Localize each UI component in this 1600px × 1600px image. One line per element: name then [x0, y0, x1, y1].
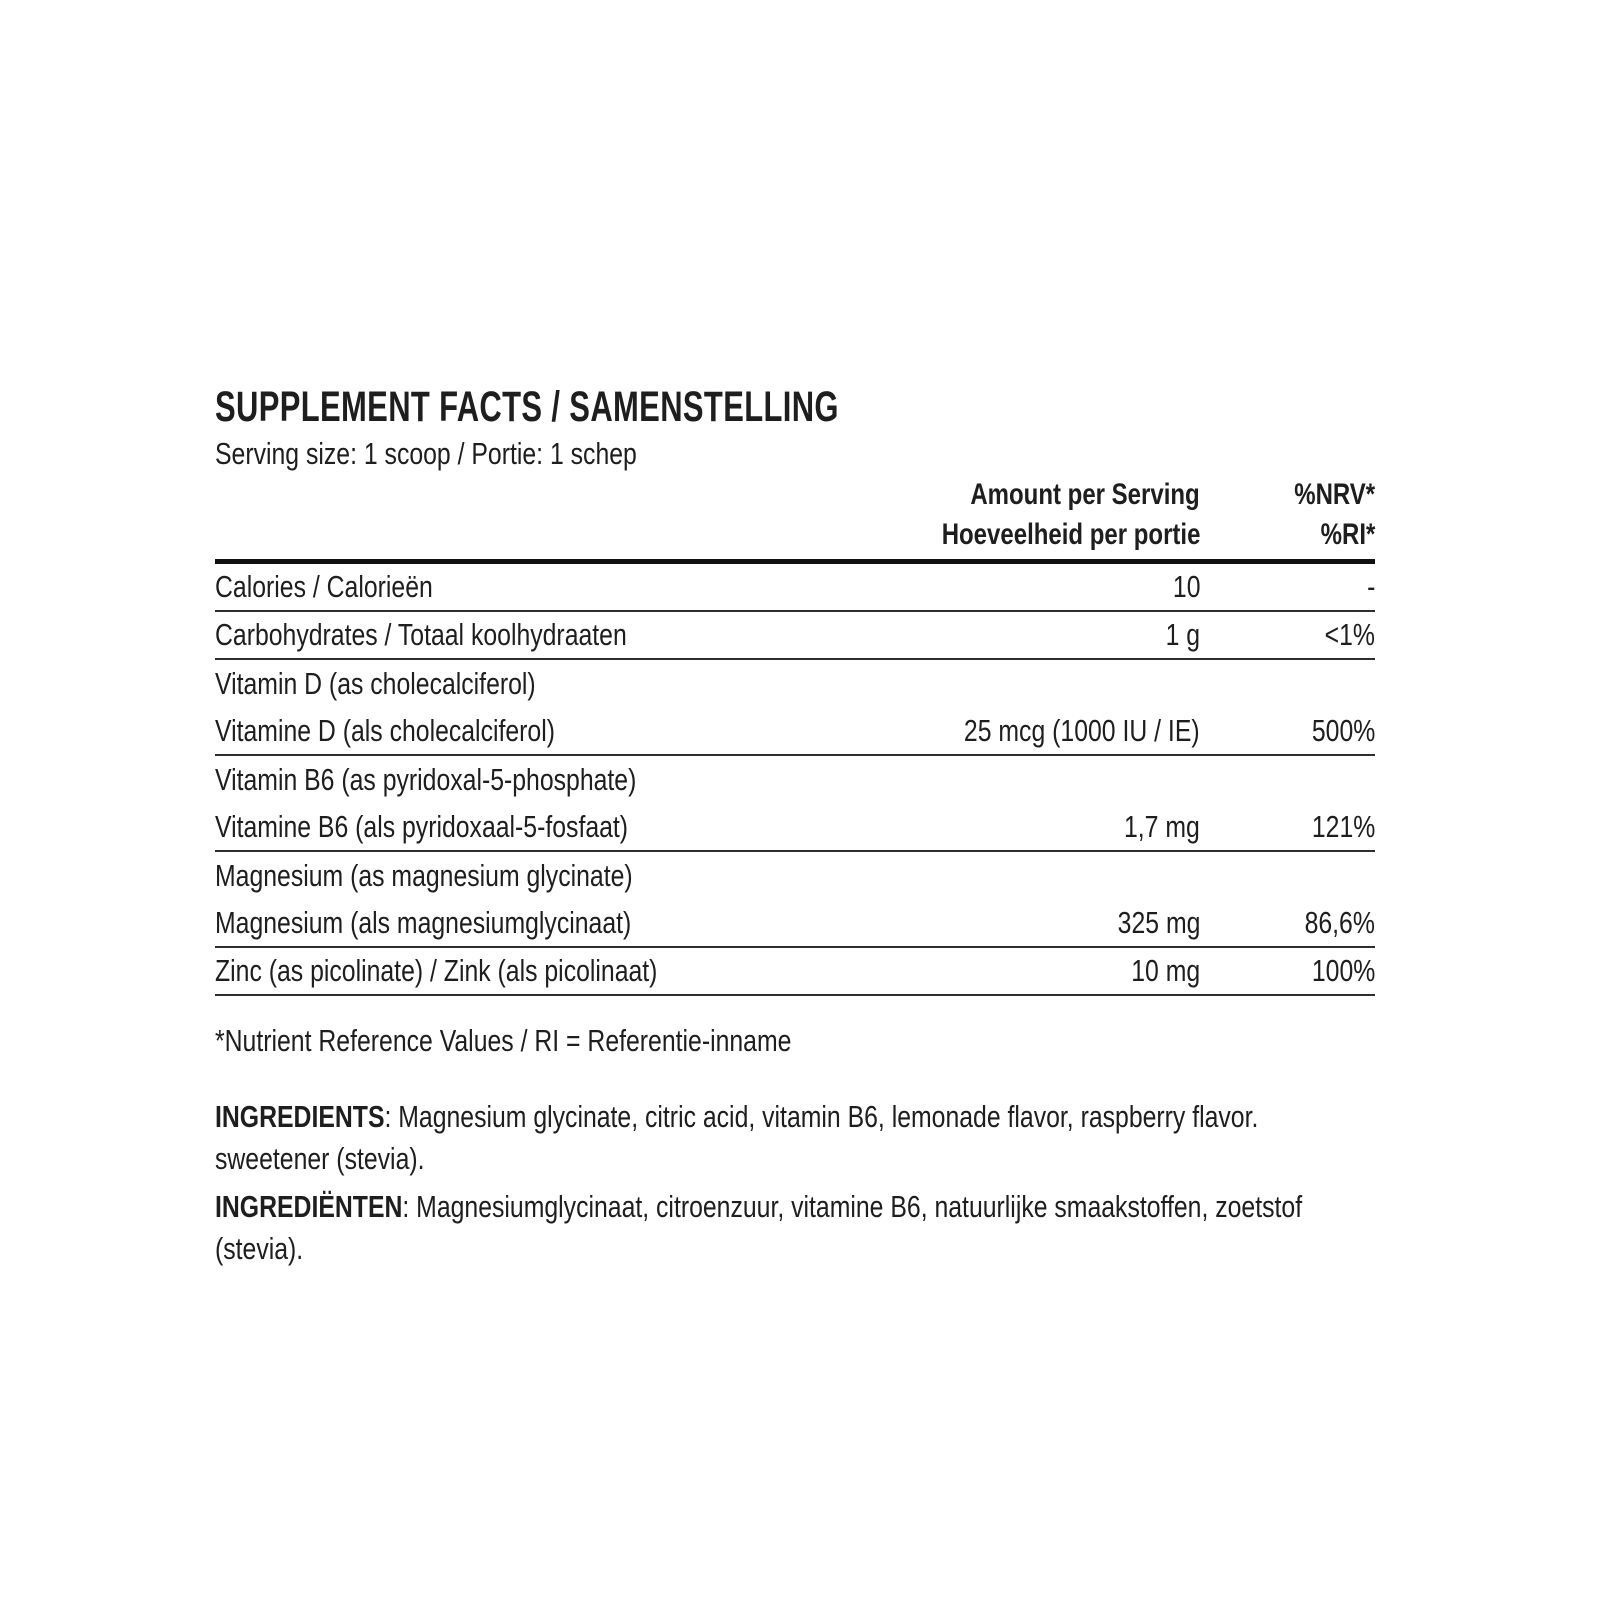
row-name: Carbohydrates / Totaal koolhydraaten: [215, 617, 627, 652]
ingredients-nl-label: INGREDIËNTEN: [215, 1189, 403, 1224]
nrv-footnote-text: *Nutrient Reference Values / RI = Referentie-inname: [215, 1023, 792, 1058]
ingredients-en-label: INGREDIENTS: [215, 1099, 385, 1134]
ingredients-en: [215, 1096, 1375, 1180]
row-nrv: 121%: [1311, 809, 1375, 844]
row-nrv: -: [1366, 569, 1375, 604]
table-row-magnesium-nl: [215, 900, 1375, 948]
table-row-vitamin-d-nl: [215, 708, 1375, 756]
panel-title-text: SUPPLEMENT FACTS / SAMENSTELLING: [215, 383, 839, 431]
table-row-vitamin-d-en: [215, 660, 1375, 708]
amount-header-en-text: Amount per Serving: [970, 478, 1200, 511]
row-amount: 10: [1172, 569, 1200, 604]
row-amount: 25 mcg (1000 IU / IE): [964, 713, 1200, 748]
nrv-header-en-text: %NRV*: [1294, 478, 1375, 511]
table-row-magnesium-en: [215, 852, 1375, 900]
supplement-facts-panel: [215, 385, 1375, 1270]
row-nrv: 86,6%: [1304, 905, 1375, 940]
nutrition-table: [215, 564, 1375, 996]
panel-title: [215, 385, 1375, 429]
nrv-header-nl-text: %RI*: [1320, 518, 1375, 551]
row-name: Vitamin D (as cholecalciferol): [215, 666, 536, 701]
table-row-calories: [215, 564, 1375, 612]
table-row-zinc: [215, 948, 1375, 996]
serving-size-text: Serving size: 1 scoop / Portie: 1 schep: [215, 436, 637, 471]
table-row-carbohydrates: [215, 612, 1375, 660]
ingredients-en-content: [215, 1096, 1375, 1180]
table-row-vitamin-b6-nl: [215, 804, 1375, 852]
row-amount: 325 mg: [1117, 905, 1200, 940]
row-amount: 1,7 mg: [1124, 809, 1200, 844]
amount-header-nl: [215, 515, 1200, 555]
row-name: Vitamin B6 (as pyridoxal-5-phosphate): [215, 762, 637, 797]
ingredients-nl-content: [215, 1186, 1375, 1270]
table-header: [215, 475, 1375, 564]
nrv-header-en: [1200, 475, 1375, 515]
ingredients-nl: [215, 1186, 1375, 1270]
row-name: Magnesium (als magnesiumglycinaat): [215, 905, 632, 940]
row-name: Vitamine B6 (als pyridoxaal-5-fosfaat): [215, 809, 629, 844]
serving-size-line: [215, 435, 1375, 473]
row-nrv: 100%: [1311, 953, 1375, 988]
amount-header-en: [215, 475, 1200, 515]
row-amount: 10 mg: [1131, 953, 1200, 988]
table-row-vitamin-b6-en: [215, 756, 1375, 804]
row-name: Zinc (as picolinate) / Zink (als picolinaat): [215, 953, 658, 988]
row-nrv: <1%: [1324, 617, 1375, 652]
nrv-footnote: [215, 1022, 1375, 1060]
row-name: Magnesium (as magnesium glycinate): [215, 858, 633, 893]
amount-header-nl-text: Hoeveelheid per portie: [941, 518, 1200, 551]
row-name: Calories / Calorieën: [215, 569, 433, 604]
row-nrv: 500%: [1311, 713, 1375, 748]
row-name: Vitamine D (als cholecalciferol): [215, 713, 555, 748]
ingredients-nl-text: : Magnesiumglycinaat, citroenzuur, vitamine B6, natuurlijke smaakstoffen, zoetstof (stevia).: [215, 1189, 1303, 1266]
amount-column-header: [215, 475, 1200, 555]
ingredients-en-text: : Magnesium glycinate, citric acid, vitamin B6, lemonade flavor, raspberry flavor. sweetener (stevia).: [215, 1099, 1259, 1176]
row-amount: 1 g: [1165, 617, 1200, 652]
nrv-column-header: [1200, 475, 1375, 555]
nrv-header-nl: [1200, 515, 1375, 555]
table-header-columns: [215, 475, 1375, 555]
